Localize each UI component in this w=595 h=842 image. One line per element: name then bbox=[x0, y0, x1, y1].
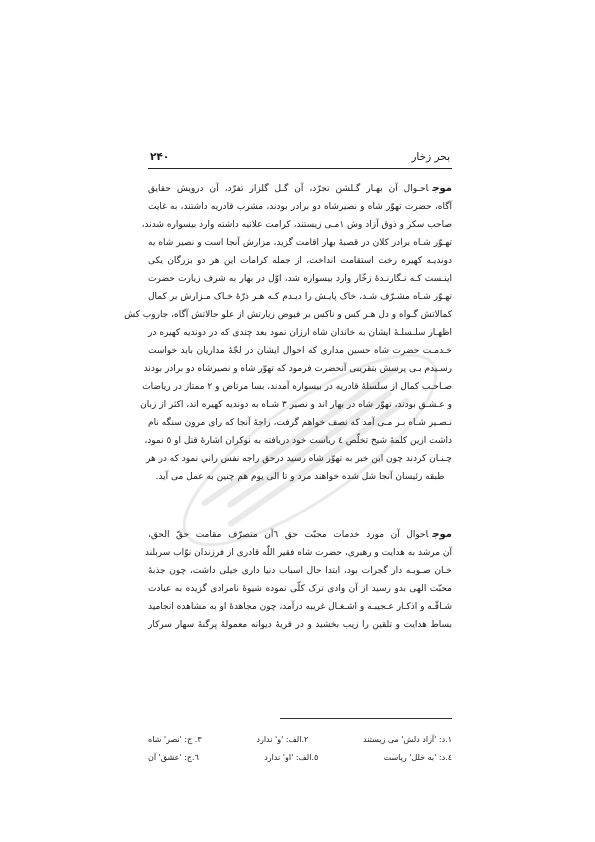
footnotes bbox=[148, 731, 452, 767]
text-line: موجاحوال آن مورد خدمات محبّت حق ٦آن متصرّف مقامت حقّ الحق، bbox=[148, 529, 452, 540]
text-line: طبقه رئیسان آنجا شل شده خواهند مرد و تا الی یوم هم چنین به عمل می آید. bbox=[155, 472, 445, 482]
text-line: داشت ازین کلمهٔ شیخ تخلّص ٤ ریاست خود دریافته به نوکران اشارهٔ قتل او ٥ نمود، bbox=[144, 436, 452, 446]
text-line: خـان صـوبـه دار گجرات بود، ابتدا حال اسباب دنیا داری خیلی داشت، چون جذبهٔ bbox=[148, 566, 452, 576]
footnote-row bbox=[148, 731, 452, 749]
footnote: ١.د: 'آزاد دلش' می زیستند bbox=[363, 735, 452, 744]
text-line: صـاحـب کمال از سلسلهٔ قادریه در بیسواره آمدند، بسا مرتاض و ٢ ممتاز در ریاضات bbox=[142, 382, 452, 392]
text-line: نـصـیر شـاه بـر مـی آمد که نصف خواهم گرفت، راجهٔ آنجا که رای مرون سنگه نام bbox=[148, 418, 452, 428]
text-line: شـاقّـه و اذکـار عـجیبـه و اشـغـال غریبه درآمد، چون مجاهدهٔ او به مشاهده انجامید bbox=[148, 602, 452, 612]
text-line: آن مرشد به هدایت و رهبری، حضرت شاه فقیر اللّٰه قادری از فرزندان نوّاب سربلند bbox=[144, 548, 452, 558]
text-line: آگاه، حضرت تهوّر شاه و نصیرشاه دو برادر بودند، مشرب قادریه داشتند، به غایت bbox=[148, 202, 452, 212]
text-line: تهـوّر شـاه مشـرّف شـد، خاک پایـش را دیـدم کـه هـر ذرّهٔ خـاک مـزارش بر کمال bbox=[148, 292, 452, 302]
page-number: ۲۴۰ bbox=[150, 151, 170, 163]
text-line: دونديـه کهيره رخت استقامت انداخت، از جمله کرامات این هر دو بزرگان یکی bbox=[148, 256, 452, 266]
text-line: محبّت الهی بدو رسید از آن وادی ترک کلّی نموده شیوهٔ نامرادی گزیده به عبادت bbox=[148, 584, 452, 594]
text-line: اظهـار سلـسلـهٔ ایشان به خاندان شاه ارزان نمود بعد چندی که در دونديه کهيره در bbox=[148, 328, 452, 338]
text-line: اینـست کـه نـگارنـدهٔ زخّار وارد بیسواره شد، اوّل در بهار به شرف زیارت حضرت bbox=[148, 274, 452, 284]
footnote-row bbox=[148, 749, 452, 767]
text-line: صاحب سکر و ذوق آزاد وش ١مـی زیستند، کرامت علانیه داشته وارد بیسواره شدند، bbox=[141, 220, 452, 230]
paragraph-1 bbox=[124, 180, 452, 486]
text-line: بساط هدایت و تلقین را زیب بخشید و در قریهٔ دیوانه معمولهٔ پرگنهٔ سهار سرکار bbox=[148, 620, 452, 630]
section-heading: موج bbox=[432, 529, 452, 540]
footnote: ٤.د: 'به خلل' ریاست bbox=[383, 753, 452, 762]
text-line: و عـشـق بودند، تهوّر شاه در بهار اند و نصیر ٣ شـاه به دونديه کهيره اند، اکثر از زبان bbox=[140, 400, 452, 410]
running-header bbox=[148, 150, 452, 169]
text-line: موجاحـوال آن بهـار گـلشن تجرّد، آن گـل گلزار تفرّد، آن درویش حقایق bbox=[148, 183, 452, 194]
text-line: خـدمـت حضرت شاه حسین مداری که احوال ایشان در لجّهٔ مداریان باید خواست bbox=[148, 346, 452, 356]
footnote-rule bbox=[280, 718, 452, 719]
footnote: ٥.الف: 'او' ندارد bbox=[264, 753, 319, 762]
text-line: کمالاتش گـواه و دل هـر کس و ناکس بر فیوض زیارتش از علو حالاتش آگاه، جاروب کش bbox=[124, 310, 452, 320]
paragraph-2 bbox=[144, 526, 452, 634]
footnote: ٣. ج: 'نصر' شاه bbox=[148, 735, 202, 744]
text-line: رسـیدم بـی پرسش بتقریبی آنحضرت فرمود که تهوّر شاه و نصیرشاه دو برادر بودند bbox=[143, 364, 452, 374]
text-line: چـنـان کردند چون این خبر به تهوّر شاه رسید درحق راجه نفس راني نمود که در هر bbox=[146, 454, 452, 464]
footnote: ٦.ج: 'عشق' آن bbox=[148, 753, 199, 762]
text-line: تهـوّر شـاه برادر کلان در قصبهٔ بهار اقامت گزید، مزارش آنجا است و نصیر شاه به bbox=[148, 238, 452, 248]
footnote: ٢.الف: 'و' ندارد bbox=[256, 735, 309, 744]
section-heading: موج bbox=[432, 183, 452, 194]
running-title: بحر زخار bbox=[411, 151, 450, 163]
